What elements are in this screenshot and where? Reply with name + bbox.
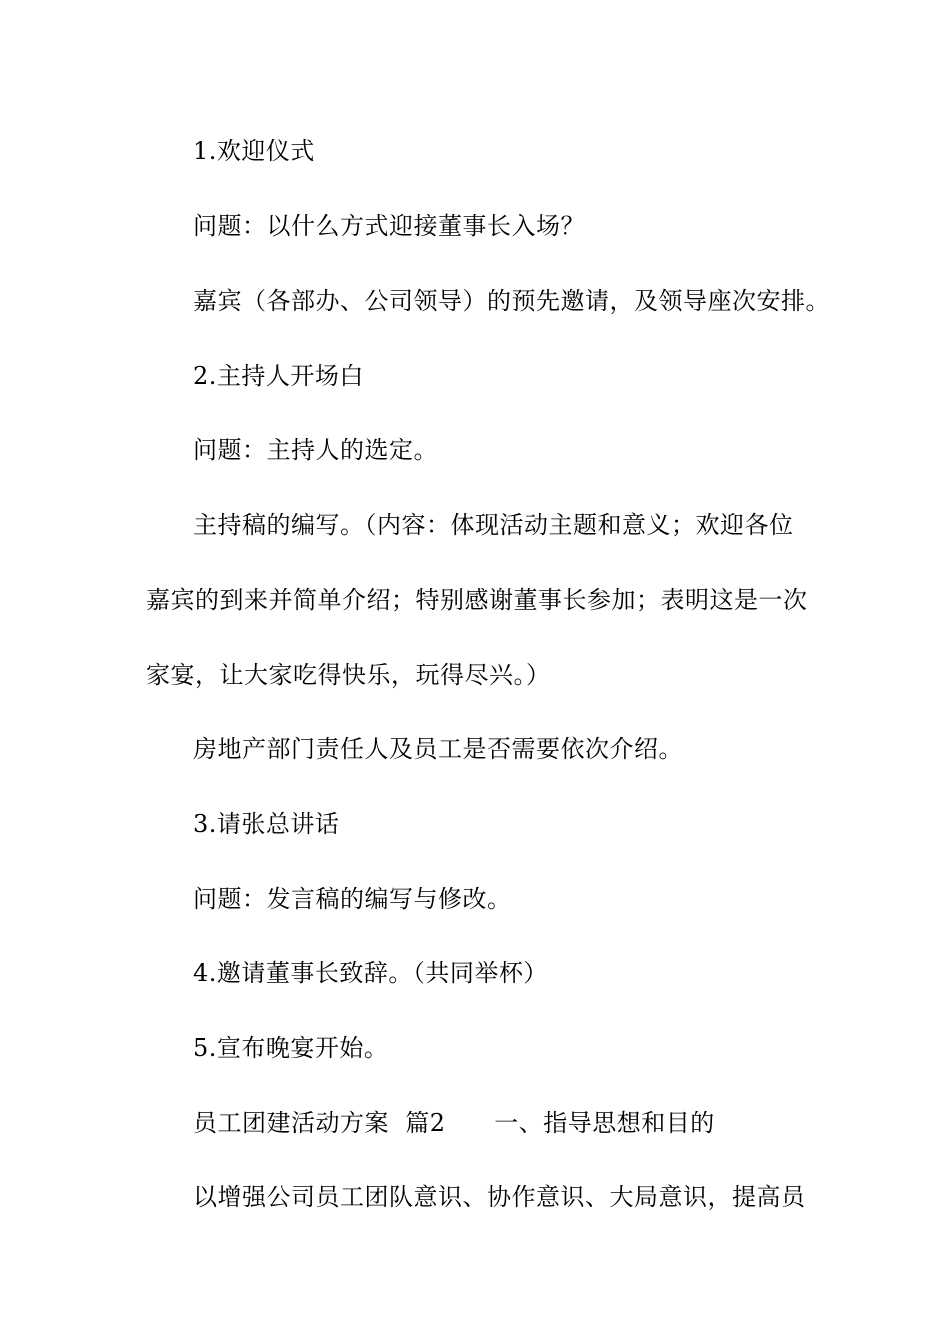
paragraph-guests-invitation: 嘉宾（各部办、公司领导）的预先邀请，及领导座次安排。 bbox=[193, 287, 830, 315]
paragraph-script-line-2: 嘉宾的到来并简单介绍；特别感谢董事长参加；表明这是一次 bbox=[146, 586, 808, 614]
paragraph-script-line-1: 主持稿的编写。（内容：体现活动主题和意义；欢迎各位 bbox=[193, 511, 794, 539]
paragraph-script-line-3: 家宴，让大家吃得快乐，玩得尽兴。） bbox=[146, 661, 551, 689]
heading-welcome-ceremony: 1.欢迎仪式 bbox=[193, 137, 315, 165]
heading-plan-2: 员工团建活动方案 篇2 一、指导思想和目的 bbox=[193, 1109, 715, 1137]
paragraph-question-speech: 问题：发言稿的编写与修改。 bbox=[193, 885, 512, 913]
paragraph-staff-introduction: 房地产部门责任人及员工是否需要依次介绍。 bbox=[193, 735, 683, 763]
paragraph-question-host: 问题：主持人的选定。 bbox=[193, 436, 438, 464]
heading-host-opening: 2.主持人开场白 bbox=[193, 362, 364, 390]
paragraph-guiding-purpose: 以增强公司员工团队意识、协作意识、大局意识，提高员 bbox=[193, 1183, 806, 1211]
heading-dinner-start: 5.宣布晚宴开始。 bbox=[193, 1034, 389, 1062]
heading-speech: 3.请张总讲话 bbox=[193, 810, 340, 838]
paragraph-question-entrance: 问题：以什么方式迎接董事长入场？ bbox=[193, 212, 585, 240]
heading-chairman-toast: 4.邀请董事长致辞。（共同举杯） bbox=[193, 959, 548, 987]
